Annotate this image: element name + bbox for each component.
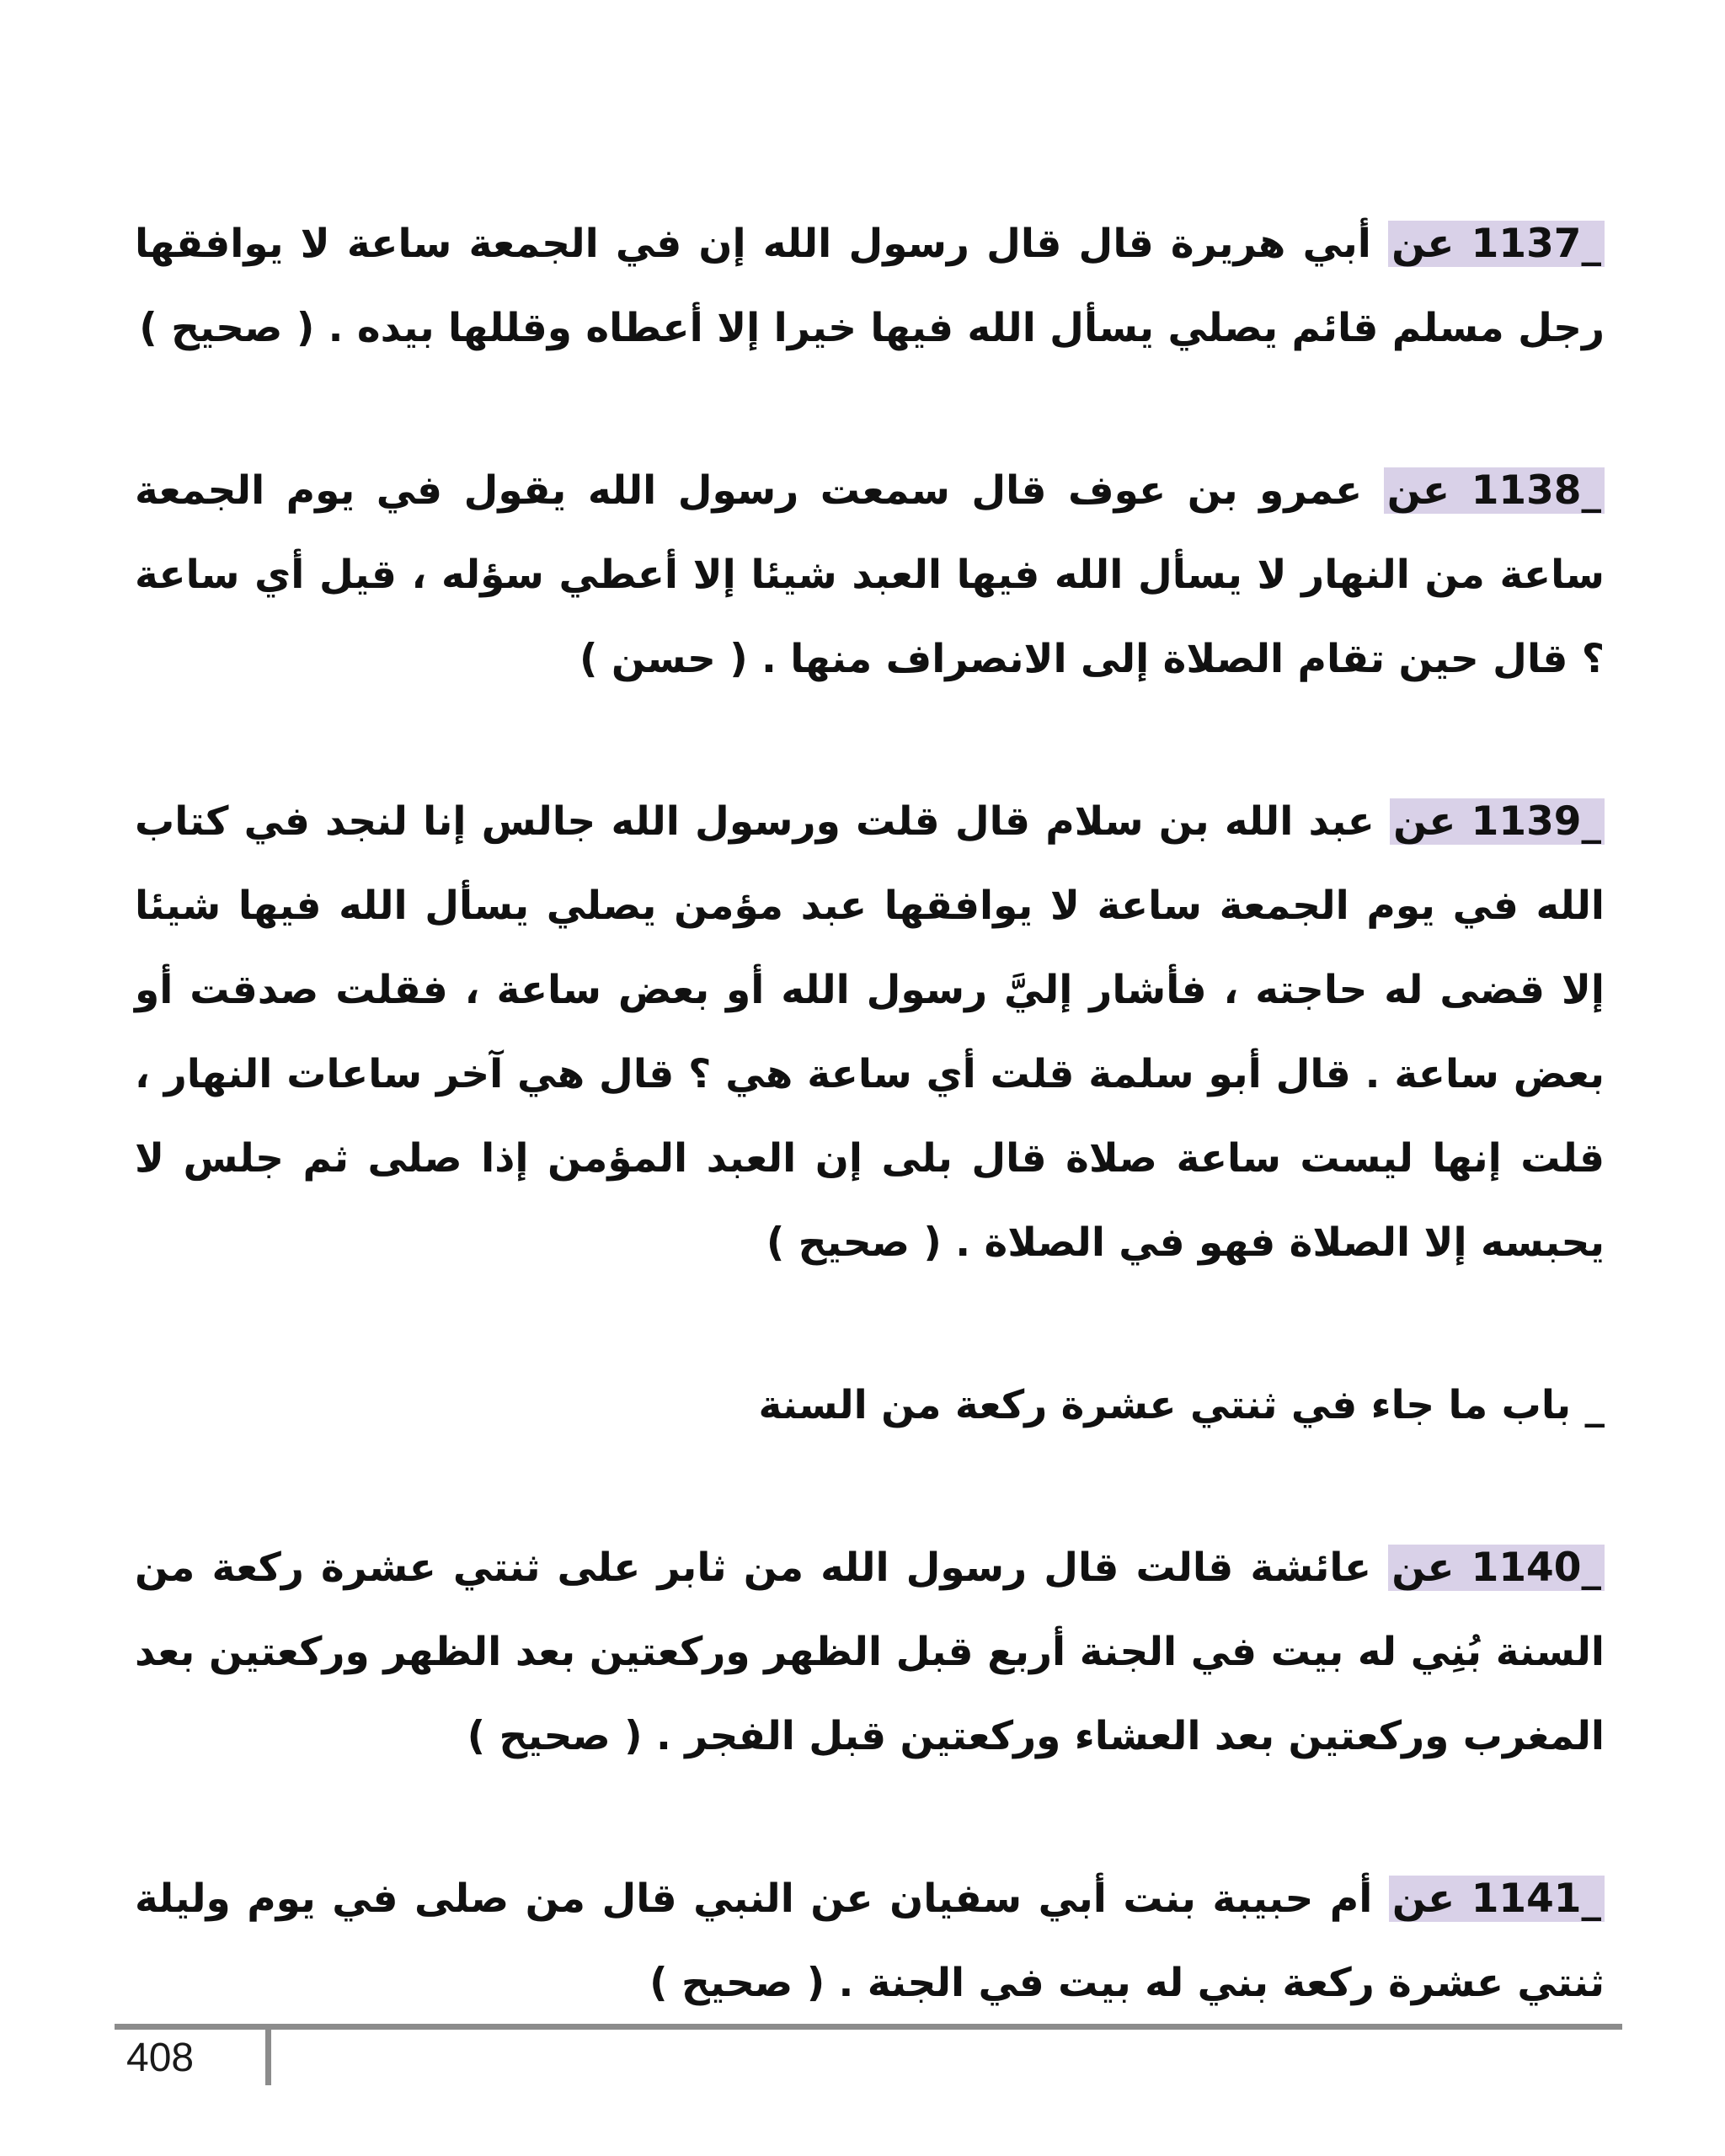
hadith-number: 1140_ [1471,1545,1601,1591]
hadith-number-highlight [1384,467,1605,514]
hadith-text: عبد الله بن سلام قال قلت ورسول الله جالس إنا لنجد في كتاب الله في يوم الجمعة ساعة لا يوافقها عبد مؤمن يصلي يسأل الله فيها شيئا إلا قضى له حاجته ، فأشار إليَّ رسول الله أو بعض ساعة ، فقلت صدقت أو بعض ساعة . قال أبو سلمة قلت أي ساعة هي ؟ قال هي آخر ساعات النهار ، قلت إنها ليست ساعة صلاة قال بلى إن العبد المؤمن إذا صلى ثم جلس لا يحبسه إلا الصلاة فهو في الصلاة . ( صحيح ) [135,798,1605,1266]
chapter-heading: _ باب ما جاء في ثنتي عشرة ركعة من السنة [758,1382,1605,1428]
hadith-text: عمرو بن عوف قال سمعت رسول الله يقول في يوم الجمعة ساعة من النهار لا يسأل الله فيها العبد شيئا إلا أعطي سؤله ، قيل أي ساعة ؟ قال حين تقام الصلاة إلى الانصراف منها . ( حسن ) [135,467,1605,682]
hadith-number-highlight [1390,798,1605,845]
hadith-text: أبي هريرة قال قال رسول الله إن في الجمعة ساعة لا يوافقها رجل مسلم قائم يصلي يسأل الله فيها خيرا إلا أعطاه وقللها بيده . ( صحيح ) [135,221,1605,351]
hadith-1141 [135,1857,1605,2025]
page-content [135,202,1605,2006]
footer-rule-tick [265,2030,271,2085]
hadith-number: 1137_ [1471,221,1601,267]
hadith-an: عن [1391,221,1455,267]
hadith-1140 [135,1526,1605,1779]
hadith-an: عن [1386,467,1450,514]
hadith-number: 1139_ [1471,798,1601,845]
footer-rule [115,2024,1622,2030]
hadith-1139 [135,780,1605,1285]
hadith-text: عائشة قالت قال رسول الله من ثابر على ثنتي عشرة ركعة من السنة بُنِي له بيت في الجنة أربع قبل الظهر وركعتين بعد الظهر وركعتين بعد المغرب وركعتين بعد العشاء وركعتين قبل الفجر . ( صحيح ) [135,1545,1605,1759]
hadith-an: عن [1393,798,1456,845]
hadith-text: أم حبيبة بنت أبي سفيان عن النبي قال من صلى في يوم وليلة ثنتي عشرة ركعة بني له بيت في الجنة . ( صحيح ) [135,1876,1605,2006]
hadith-1138 [135,449,1605,702]
page-number: 408 [126,2036,195,2080]
hadith-number-highlight [1388,221,1605,267]
hadith-number-highlight [1389,1876,1605,1922]
hadith-an: عن [1391,1876,1455,1922]
hadith-number: 1141_ [1471,1876,1601,1922]
hadith-number: 1138_ [1471,467,1601,514]
hadith-an: عن [1391,1545,1455,1591]
hadith-number-highlight [1388,1545,1605,1591]
hadith-1137 [135,202,1605,371]
